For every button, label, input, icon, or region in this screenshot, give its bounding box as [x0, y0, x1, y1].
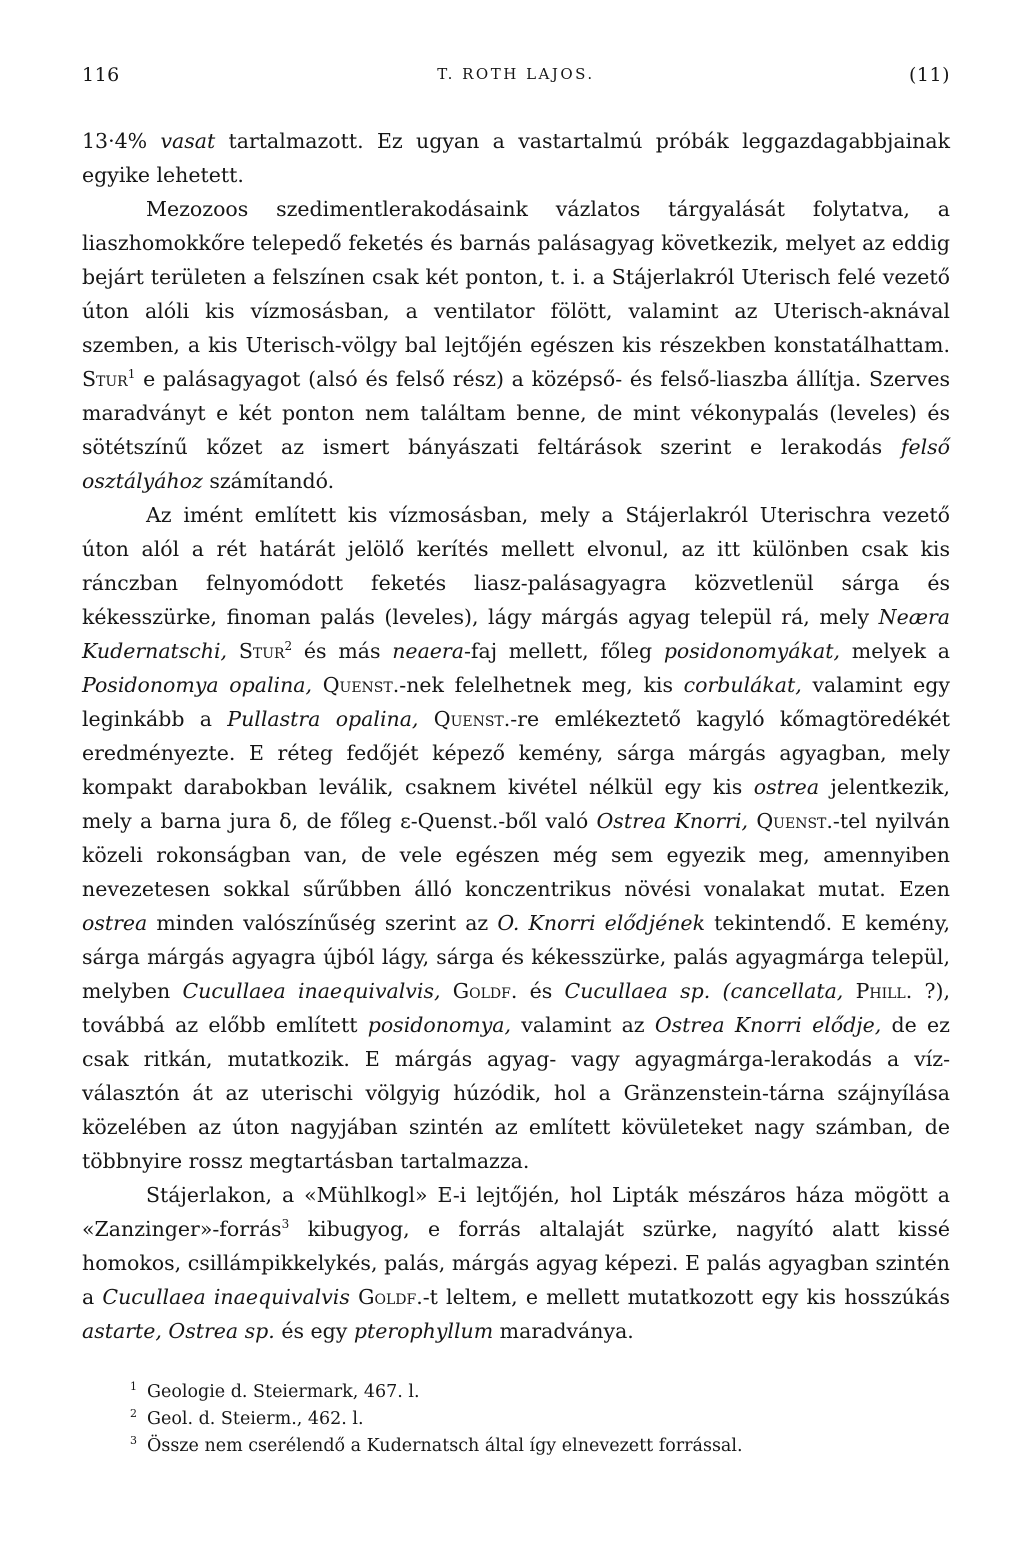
paragraph-2 [82, 192, 950, 498]
footnote-mark: 1 [130, 1380, 137, 1394]
text-run: számítandó. [202, 469, 335, 493]
page-header [82, 64, 950, 94]
italic-term: neaera [392, 639, 464, 663]
italic-term: Ostrea Knorri, [596, 809, 749, 833]
text-run: kibugyog, e forrás altalaját szürke, nagyító alatt kissé homokos, csillámpikkelykés, palás, márgás agyag képezi. E palás agyagban szintén a [82, 1217, 950, 1309]
text-run: melyek a [840, 639, 950, 663]
text-run: .-re emlékeztető kagyló kőmagtöredékét eredményezte. E réteg fedőjét képező kemény, sárga márgás agyagban, mely kompakt darabokban leválik, csaknem kivétel nélkül egy kis [82, 707, 950, 799]
italic-term: posidonomyákat, [663, 639, 841, 663]
text-run [312, 673, 323, 697]
footnote-1 [130, 1379, 950, 1406]
italic-term: Neæra Kudernatschi, [82, 605, 950, 663]
text-run: valamint egy leginkább a [82, 673, 950, 731]
italic-term: corbulákat, [683, 673, 802, 697]
paragraph-4 [82, 1178, 950, 1348]
italic-term: O. Knorri elődjének [497, 911, 705, 935]
italic-term: Cucullaea inaequivalvis [102, 1285, 350, 1309]
footnote-3 [130, 1433, 950, 1460]
author-name: Phill [855, 979, 906, 1003]
text-run: .-tel nyilván közeli rokonságban van, de vele egészen még sem egyezik meg, amennyiben nevezetesen sokkal sűrűbben álló konczentrikus növési vonalakat mutat. Ezen [82, 809, 950, 901]
text-run: valamint az [511, 1013, 655, 1037]
author-name: Quenst [322, 673, 393, 697]
author-name: Goldf [358, 1285, 417, 1309]
text-run: . és [510, 979, 565, 1003]
italic-term: Cucullaea sp. (cancellata, [564, 979, 844, 1003]
text-run [350, 1285, 358, 1309]
footnote-text: Össze nem cserélendő a Kudernatsch által így elnevezett forrással. [147, 1436, 743, 1456]
running-title: T. ROTH LAJOS. [437, 65, 595, 83]
footnote-mark: 3 [130, 1434, 137, 1448]
author-name: Quenst [433, 707, 504, 731]
text-run: Stájerlakon, a «Mühlkogl» E-i lejtőjén, hol Lipták mészáros háza mögött a «Zanzinger»-forrás [82, 1183, 950, 1241]
text-run [418, 707, 433, 731]
paragraph-3 [82, 498, 950, 1178]
paragraph-1 [82, 124, 950, 192]
italic-term: Cucullaea inaequivalvis, [182, 979, 441, 1003]
text-run [441, 979, 453, 1003]
italic-term: ostrea [753, 775, 820, 799]
page-number: 116 [82, 64, 120, 86]
text-run: tartalmazott. Ez ugyan a vastartalmú próbák leggazdagabbjainak egyike lehetett. [82, 129, 950, 187]
text-run: de ez csak ritkán, mutatkozik. E márgás agyag- vagy agyagmárga-lerakodás a vízválasztón át az uterischi völgyig húzódik, hol a Gränzenstein-tárna szájnyílása közelében az úton nagyjában szintén az említett kövületeket nagy számban, de többnyire rossz megtartásban tartalmazza. [82, 1013, 950, 1173]
footnote-ref: 1 [127, 367, 136, 382]
text-run: .-t leltem, e mellett mutatkozott egy kis hosszúkás [416, 1285, 950, 1309]
italic-term: pterophyllum [353, 1319, 494, 1343]
footnote-ref: 3 [281, 1217, 290, 1232]
text-run: Az imént említett kis vízmosásban, mely a Stájerlakról Uterischra vezető úton alól a rét határát jelölő kerítés mellett elvonul, az itt különben csak kis ránczban felnyomódott feketés liasz-palásagyagra közvetlenül sárga és kékesszürke, finoman palás (leveles), lágy márgás agyag települ rá, mely [82, 503, 950, 629]
section-number: (11) [908, 64, 950, 86]
author-name: Stur [82, 367, 128, 391]
text-run: .-nek felelhetnek meg, kis [392, 673, 684, 697]
text-run: és egy [274, 1319, 354, 1343]
footnote-ref: 2 [284, 639, 293, 654]
author-name: Stur [238, 639, 285, 663]
italic-term: ostrea [82, 911, 148, 935]
text-run: minden valószínűség szerint az [147, 911, 498, 935]
text-run: Mezozoos szedimentlerakodásaink vázlatos tárgyalását folytatva, a liaszhomokkőre telepedő feketés és barnás palásagyag következik, melyet az eddig bejárt területen a felszínen csak két ponton, t. i. a Stájerlakról Uterisch felé vezető úton alóli kis vízmosásban, a ventilator fölött, valamint az Uterisch-aknával szemben, a kis Uterisch-völgy bal lejtőjén egészen kis részekben konstatálhattam. [82, 197, 950, 357]
text-run [843, 979, 855, 1003]
text-run [227, 639, 239, 663]
italic-term: posidonomya, [367, 1013, 512, 1037]
body-text [82, 124, 950, 1348]
author-name: Quenst [756, 809, 827, 833]
text-run: 13·4% [82, 129, 148, 153]
text-run: és más [292, 639, 393, 663]
italic-term: Pullastra opalina, [227, 707, 419, 731]
footnote-mark: 2 [130, 1407, 137, 1421]
footnotes [130, 1379, 950, 1460]
text-run: e palásagyagot (alsó és felső rész) a középső- és felső-liaszba állítja. Szerves maradványt e két ponton nem találtam benne, de mint vékonypalás (leveles) és sötétszínű kőzet az ismert bányászati feltárások szerint e lerakodás [82, 367, 950, 459]
italic-term: vasat [147, 129, 216, 153]
italic-term: felső osztályához [82, 435, 950, 493]
text-run: tekintendő. E kemény, sárga márgás agyagra újból lágy, sárga és kékesszürke, palás agyagmárga települ, melyben [82, 911, 950, 1003]
author-name: Goldf [452, 979, 511, 1003]
italic-term: astarte, Ostrea sp. [82, 1319, 275, 1343]
footnote-2 [130, 1406, 950, 1433]
italic-term: Posidonomya opalina, [82, 673, 313, 697]
text-run: jelentkezik, mely a barna jura δ, de főleg ε-Quenst.-ből való [82, 775, 950, 833]
footnote-text: Geol. d. Steierm., 462. l. [147, 1409, 364, 1429]
text-run: -faj mellett, főleg [463, 639, 664, 663]
italic-term: Ostrea Knorri elődje, [654, 1013, 882, 1037]
text-run: maradványa. [493, 1319, 634, 1343]
footnote-text: Geologie d. Steiermark, 467. l. [147, 1382, 420, 1402]
text-run: . ?), továbbá az előbb említett [82, 979, 950, 1037]
